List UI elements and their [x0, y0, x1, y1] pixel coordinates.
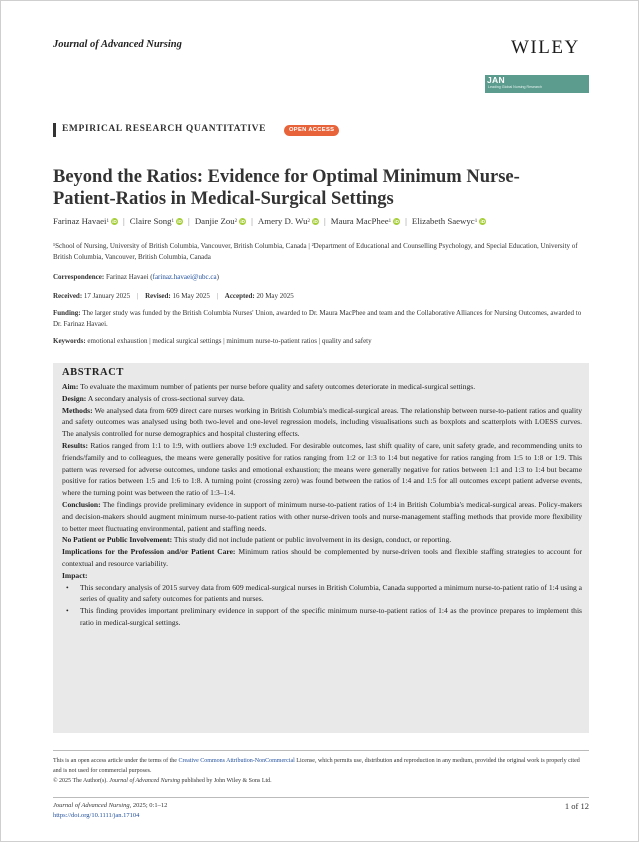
wiley-logo: WILEY: [511, 37, 580, 58]
conclusion-text: The findings provide preliminary evidence in support of minimum nurse-to-patient ratios of 1:4 in British Columbia's medical-surgical areas. Policy-makers and decision-makers should augment minimum nurse-to-patient ratios with other nurse-driven tools and nurse-management staffing methods that provide more flexibility to better meet fluctuating environmental, patient and staffing needs.: [62, 499, 582, 533]
ppi-text: This study did not include patient or public involvement in its design, conduct, or reporting.: [173, 535, 452, 545]
keywords-line: [53, 337, 372, 345]
citation-journal: Journal of Advanced Nursing,: [53, 802, 132, 809]
abstract-content: [62, 366, 582, 629]
implications-text: Minimum ratios should be complemented by nurse-driven tools and flexible staffing strategies to account for contextual and resource variability.: [62, 547, 583, 568]
author-item[interactable]: [258, 216, 319, 226]
revised-date: 16 May 2025: [172, 292, 210, 300]
license-notice: [53, 756, 589, 786]
copyright-post: published by John Wiley & Sons Ltd.: [180, 778, 272, 784]
revised-label: Revised:: [145, 292, 171, 300]
author-item[interactable]: [331, 216, 400, 226]
correspondence-label: Correspondence:: [53, 273, 105, 281]
abstract-ppi: [62, 534, 582, 546]
section-marker-bar: [53, 123, 56, 137]
impact-label: Impact:: [62, 570, 88, 580]
page-footer-divider: [53, 797, 589, 798]
correspondence-line: Correspondence: Farinaz Havaei (farinaz.havaei@ubc.ca): [53, 273, 219, 281]
abstract-conclusion: [62, 499, 582, 534]
aim-label: Aim:: [62, 382, 79, 391]
abstract-methods: [62, 405, 582, 440]
bullet-icon: •: [66, 582, 69, 592]
abstract-results: [62, 440, 582, 499]
orcid-icon[interactable]: iD: [394, 218, 399, 224]
jan-logo: [485, 75, 589, 93]
author-name[interactable]: Elizabeth Saewyc: [411, 216, 475, 226]
abstract-impact: [62, 570, 582, 582]
author-affil-sup: 2: [234, 218, 238, 224]
methods-text: We analysed data from 609 direct care nurses working in British Columbia's medical-surgical areas. The relationship between nurse-to-patient ratios and quality and safety outcomes was analysed using both two-level and one-level regression models, including visualisations such as boxplots and scatterplots with LOESS curves. The analysis controlled for nurse demographics and hospital clustering effects.: [62, 405, 582, 439]
ppi-label: No Patient or Public Involvement:: [62, 535, 173, 545]
accepted-label: Accepted:: [224, 292, 255, 300]
author-item[interactable]: [412, 216, 486, 226]
received-date: 17 January 2025: [83, 292, 131, 300]
methods-label: Methods:: [62, 405, 93, 415]
funding-label: Funding:: [53, 309, 81, 317]
bullet-icon: •: [66, 606, 69, 616]
author-separator: |: [323, 216, 326, 226]
orcid-icon[interactable]: iD: [240, 218, 245, 224]
abstract-implications: [62, 546, 582, 570]
author-separator: |: [251, 216, 253, 226]
author-separator: |: [188, 216, 190, 226]
author-affil-sup: 1: [474, 218, 478, 224]
correspondence-email-link[interactable]: farinaz.havaei@ubc.ca: [152, 273, 217, 281]
orcid-icon[interactable]: iD: [112, 218, 117, 224]
author-list: [53, 216, 613, 226]
page-number: 1 of 12: [564, 801, 589, 811]
author-affil-sup: 1: [171, 218, 175, 224]
author-name[interactable]: Amery D. Wu: [257, 216, 308, 226]
license-text-post: License, which permits use, distribution and reproduction in any medium, provided the original work is properly cited and is not used for commercial purposes.: [53, 758, 580, 774]
correspondence-name: Farinaz Havaei: [105, 273, 149, 281]
author-affil-sup: 1: [106, 218, 109, 224]
author-separator: |: [123, 216, 125, 226]
results-label: Results:: [62, 440, 88, 450]
author-name[interactable]: Claire Song: [129, 216, 172, 226]
copyright-journal: Journal of Advanced Nursing: [109, 778, 180, 784]
abstract-design: [62, 393, 582, 405]
author-name[interactable]: Farinaz Havaei: [53, 216, 107, 226]
abstract-heading: ABSTRACT: [62, 367, 124, 378]
date-separator: |: [216, 292, 219, 300]
cc-license-link[interactable]: Creative Commons Attribution-NonCommercial: [178, 758, 295, 764]
article-title: Beyond the Ratios: Evidence for Optimal Minimum Nurse-Patient-Ratios in Medical-Surgical Settings: [53, 167, 520, 209]
orcid-icon[interactable]: iD: [177, 218, 182, 224]
design-label: Design:: [62, 393, 87, 403]
impact-item: [62, 605, 582, 629]
author-separator: |: [405, 216, 407, 226]
orcid-icon[interactable]: iD: [480, 218, 485, 224]
date-separator: |: [136, 292, 139, 300]
doi-link[interactable]: https://doi.org/10.1111/jan.17104: [53, 812, 140, 819]
jan-logo-text: JAN: [487, 75, 505, 85]
footer-divider: [53, 750, 589, 751]
abstract-aim: [62, 381, 582, 393]
funding-text: The larger study was funded by the British Columbia Nurses' Union, awarded to Dr. Maura MacPhee and team and the Collaborative Alliances for Nursing Outcomes, awarded to Dr. Farinaz Havaei.: [53, 309, 582, 328]
impact-text: This secondary analysis of 2015 survey data from 609 medical-surgical nurses in British Columbia, Canada supported a minimum nurse-to-patient ratio of 1:4 using a series of quality and safety outcomes for patients and nurses.: [80, 582, 582, 604]
author-affil-sup: 2: [307, 218, 310, 224]
license-text-pre: This is an open access article under the terms of the: [53, 758, 179, 764]
journal-name-header: Journal of Advanced Nursing: [53, 39, 182, 50]
open-access-badge[interactable]: OPEN ACCESS: [284, 125, 339, 136]
citation-rest: 2025; 0:1–12: [131, 802, 168, 809]
conclusion-label: Conclusion:: [62, 499, 101, 509]
author-name[interactable]: Maura MacPhee: [330, 216, 389, 226]
received-label: Received:: [53, 292, 83, 300]
abstract-box: [53, 363, 589, 733]
results-text: Ratios ranged from 1:1 to 1:9, with outliers above 1:9 excluded. For desirable outcomes, last shift quality of care, unit safety grade, and recommending units to friends/family and to colleagues, the means were generally positive for ratios ranging from 1:2 or 1:3 to 1:4 but negative for ratios ranging from 1:5 to 1:8 or 1:9. This pattern was reversed for adverse outcomes, undone tasks and emotional exhaustion; the means were generally negative for ratios between 1:1 and 1:3 to 1:4 but became positive for ratios between 1:5 and 1:6 to 1:8. A turning point (crossing zero) was found between the ratios of 1:4 and 1:5 for all outcomes except patient adverse events, where the turning point was between the ratio of 1:3–1:4.: [62, 440, 582, 498]
author-name[interactable]: Danjie Zou: [194, 216, 235, 226]
keywords-label: Keywords:: [53, 337, 86, 345]
author-item[interactable]: [195, 216, 246, 226]
accepted-date: 20 May 2025: [256, 292, 294, 300]
design-text: A secondary analysis of cross-sectional survey data.: [87, 393, 245, 403]
author-affil-sup: 1: [388, 218, 392, 224]
citation-footer: [53, 801, 167, 821]
dates-line: [53, 292, 294, 300]
implications-label: Implications for the Profession and/or Patient Care:: [62, 547, 236, 557]
author-item[interactable]: [130, 216, 183, 226]
affiliations: ¹School of Nursing, University of British Columbia, Vancouver, British Columbia, Canada | ²Department of Educational and Counselling Psychology, and Special Education, University of British Columbia, Vancouver, British Columbia, Canada: [53, 242, 578, 261]
article-type-label: EMPIRICAL RESEARCH QUANTITATIVE: [62, 124, 267, 134]
author-item[interactable]: [53, 216, 118, 226]
jan-logo-subtitle: Leading Global Nursing Research: [488, 85, 542, 89]
copyright-pre: © 2025 The Author(s).: [53, 778, 110, 784]
impact-list: [62, 582, 582, 629]
funding-statement: [53, 308, 589, 330]
impact-text: This finding provides important preliminary evidence in support of the specific minimum nurse-to-patient ratios of 1:4 as the province prepares to implement this ratio in medical-surgical settings.: [80, 606, 582, 627]
orcid-icon[interactable]: iD: [313, 218, 318, 224]
impact-item: [62, 582, 582, 606]
keywords-text: emotional exhaustion | medical surgical settings | minimum nurse-to-patient ratios | quality and safety: [87, 337, 372, 345]
aim-text: To evaluate the maximum number of patients per nurse before quality and safety outcomes deteriorate in medical-surgical settings.: [80, 382, 476, 391]
